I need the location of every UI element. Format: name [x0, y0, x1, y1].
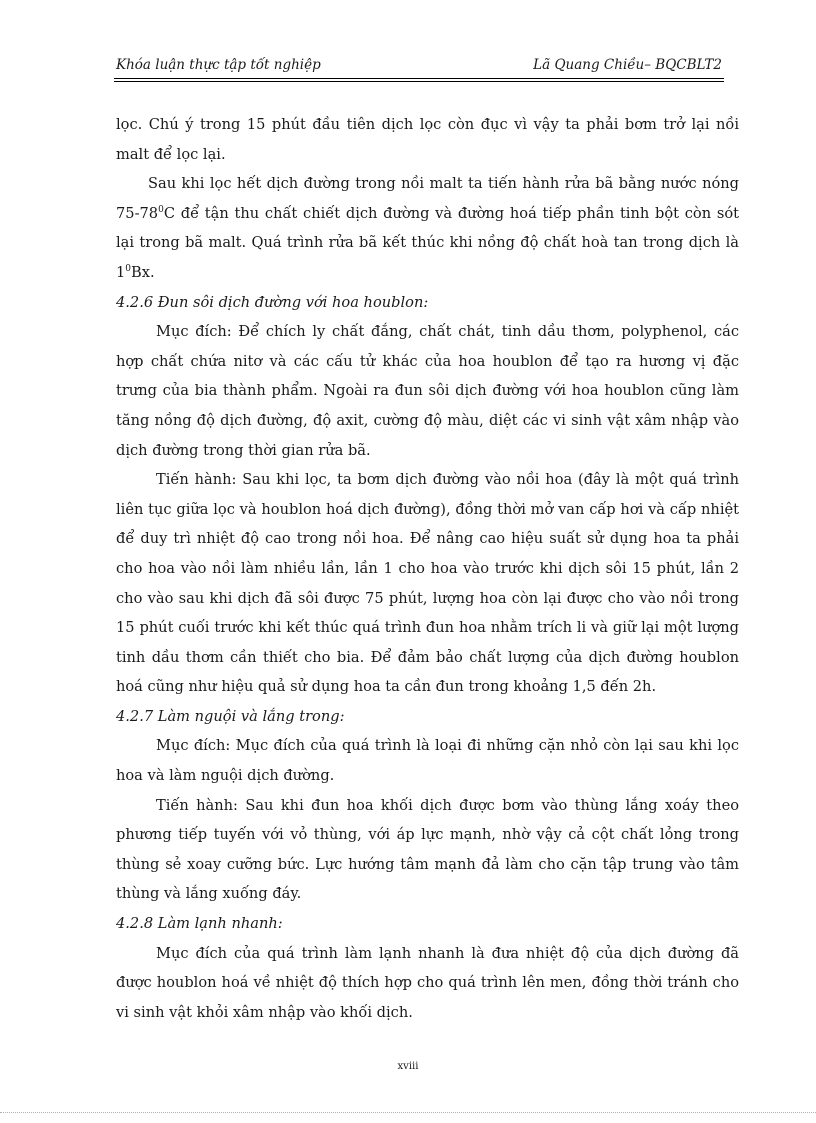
paragraph-boiling-purpose: Mục đích: Để chích ly chất đắng, chất chát, tinh dầu thơm, polyphenol, các hợp chất chứa nitơ và các cấu tử khác của hoa houblon để tạo ra hương vị đặc trưng của bia thành phẩm. Ngoài ra đun sôi dịch đường với hoa houblon cũng làm tăng nồng độ dịch đường, độ axit, cường độ màu, diệt các vi sinh vật xâm nhập vào dịch đường trong thời gian rửa bã.: [116, 323, 739, 459]
section-heading-4-2-6: 4.2.6 Đun sôi dịch đường với hoa houblon:: [116, 293, 429, 311]
paragraph-cooling-procedure: Tiến hành: Sau khi đun hoa khối dịch được bơm vào thùng lắng xoáy theo phương tiếp tuyến với vỏ thùng, với áp lực mạnh, nhờ vậy cả cột chất lỏng trong thùng sẻ xoay cưỡng bức. Lực hướng tâm mạnh đả làm cho cặn tập trung vào tâm thùng và lắng xuống đáy.: [116, 796, 739, 903]
superscript-degree: 0: [125, 263, 132, 274]
paragraph-cooling-purpose: Mục đích: Mục đích của quá trình là loại đi những cặn nhỏ còn lại sau khi lọc hoa và làm nguội dịch đường.: [116, 737, 739, 785]
page-number: xviii: [397, 1061, 419, 1072]
paragraph-wash-residue: [116, 169, 739, 287]
page-bottom-border: [0, 1112, 816, 1113]
header-rule: [114, 78, 724, 79]
section-heading-4-2-7: 4.2.7 Làm nguội và lắng trong:: [116, 707, 345, 725]
body-text: [116, 110, 739, 1027]
header-thesis-title: Khóa luận thực tập tốt nghiệp: [116, 57, 321, 73]
paragraph-filtering-note: lọc. Chú ý trong 15 phút đầu tiên dịch lọc còn đục vì vậy ta phải bơm trở lại nồi malt để lọc lại.: [116, 116, 739, 163]
text-segment: Bx.: [131, 263, 155, 281]
section-heading-4-2-8: 4.2.8 Làm lạnh nhanh:: [116, 915, 283, 933]
paragraph-boiling-procedure: Tiến hành: Sau khi lọc, ta bơm dịch đường vào nồi hoa (đây là một quá trình liên tục giữa lọc và houblon hoá dịch đường), đồng thời mở van cấp hơi và cấp nhiệt để duy trì nhiệt độ cao trong nồi hoa. Để nâng cao hiệu suất sử dụng hoa ta phải cho hoa vào nồi làm nhiều lần, lần 1 cho hoa vào trước khi dịch sôi 15 phút, lần 2 cho vào sau khi dịch đã sôi được 75 phút, lượng hoa còn lại được cho vào nồi trong 15 phút cuối trước khi kết thúc quá trình đun hoa nhằm trích li và giữ lại một lượng tinh dầu thơm cần thiết cho bia. Để đảm bảo chất lượng của dịch đường houblon hoá cũng như hiệu quả sử dụng hoa ta cần đun trong khoảng 1,5 đến 2h.: [116, 471, 739, 696]
page-header: [116, 57, 722, 77]
header-rule-double: [114, 81, 724, 82]
text-segment: C để tận thu chất chiết dịch đường và đường hoá tiếp phần tinh bột còn sót lại trong bã malt. Quá trình rửa bã kết thúc khi nồng độ chất hoà tan trong dịch là 1: [116, 204, 739, 281]
superscript-degree: 0: [158, 204, 164, 215]
header-author: Lã Quang Chiều– BQCBLT2: [533, 57, 722, 73]
paragraph-rapid-chilling-purpose: Mục đích của quá trình làm lạnh nhanh là đưa nhiệt độ của dịch đường đã được houblon hoá về nhiệt độ thích hợp cho quá trình lên men, đồng thời tránh cho vi sinh vật khỏi xâm nhập vào khối dịch.: [116, 944, 739, 1021]
text-segment: Sau khi lọc hết dịch đường trong nồi malt ta tiến hành rửa bã bằng nước nóng 75-78: [116, 175, 739, 222]
